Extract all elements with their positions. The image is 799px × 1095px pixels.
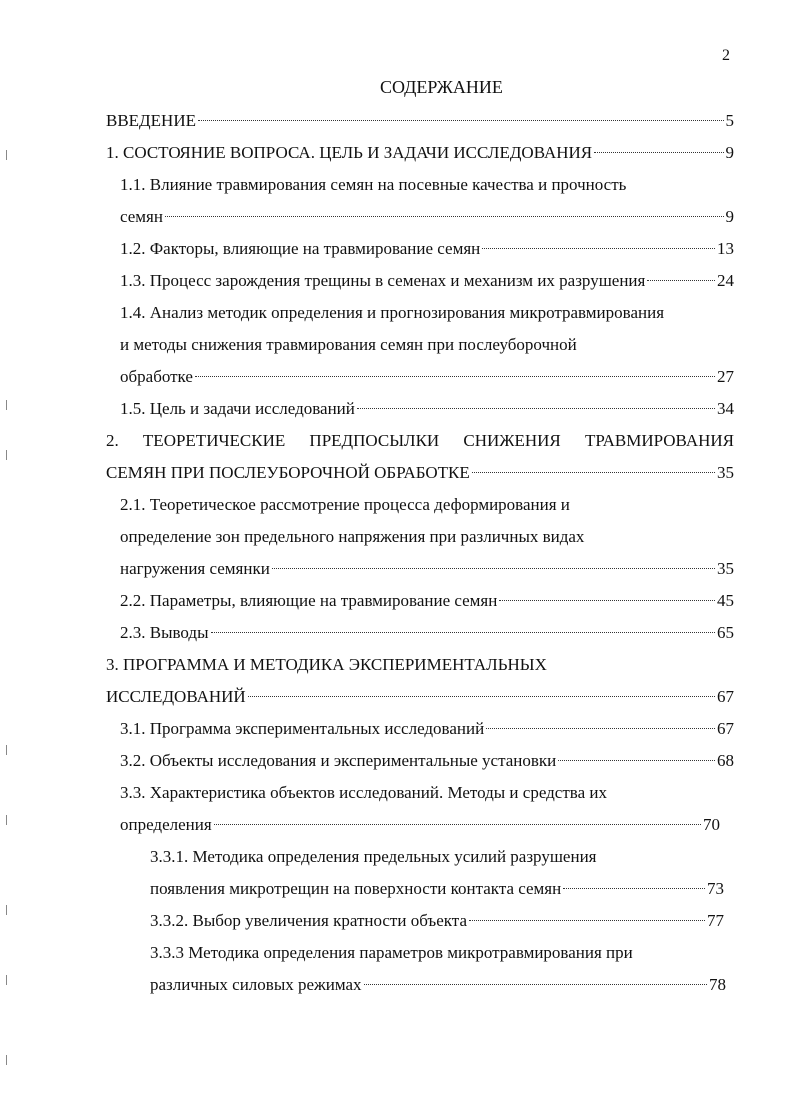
scan-mark (6, 975, 10, 985)
toc-entry-text: появления микротрещин на поверхности контакта семян (150, 879, 562, 898)
toc-entry-introduction[interactable] (106, 106, 734, 136)
toc-entry-2-2[interactable] (120, 586, 734, 616)
toc-entry-chapter-2[interactable] (106, 458, 734, 488)
scan-mark (6, 745, 10, 755)
leader-dots (647, 280, 715, 281)
page-number: 2 (722, 47, 730, 64)
toc-page-number: 67 (717, 687, 734, 706)
toc-entry-text: определения (120, 815, 212, 834)
toc-entry-text: 3.2. Объекты исследования и экспериментальные установки (120, 751, 557, 770)
toc-entry-2-3[interactable] (120, 618, 734, 648)
toc-entry-2-1-line1[interactable]: 2.1. Теоретическое рассмотрение процесса деформирования и (120, 495, 570, 514)
scan-mark (6, 450, 10, 460)
toc-entry-text: семян (120, 207, 163, 226)
toc-entry-3-1[interactable] (120, 714, 734, 744)
toc-page-number: 65 (717, 623, 734, 642)
toc-page-number: 70 (703, 815, 720, 834)
table-of-contents (0, 106, 799, 1006)
toc-entry-1-3[interactable] (120, 266, 734, 296)
toc-entry-1-4-line1[interactable]: 1.4. Анализ методик определения и прогнозирования микротравмирования (120, 303, 665, 322)
toc-entry-text: 2.2. Параметры, влияющие на травмирование семян (120, 591, 498, 610)
toc-entry-1-1-line1[interactable]: 1.1. Влияние травмирования семян на посевные качества и прочность (120, 175, 627, 194)
toc-entry-text: 1. СОСТОЯНИЕ ВОПРОСА. ЦЕЛЬ И ЗАДАЧИ ИССЛЕДОВАНИЯ (106, 143, 593, 162)
toc-page-number: 77 (707, 911, 724, 930)
toc-entry-text: 3.1. Программа экспериментальных исследований (120, 719, 485, 738)
toc-page-number: 35 (717, 559, 734, 578)
leader-dots (486, 728, 715, 729)
toc-entry-2-1-line2[interactable]: определение зон предельного напряжения при различных видах (120, 527, 585, 546)
toc-entry-3-3-3-line1[interactable]: 3.3.3 Методика определения параметров микротравмирования при (150, 943, 633, 962)
page-title: СОДЕРЖАНИЕ (380, 77, 503, 97)
toc-entry-chapter-3-line1[interactable]: 3. ПРОГРАММА И МЕТОДИКА ЭКСПЕРИМЕНТАЛЬНЫХ (106, 655, 547, 674)
toc-entry-text: СЕМЯН ПРИ ПОСЛЕУБОРОЧНОЙ ОБРАБОТКЕ (106, 463, 470, 482)
leader-dots (563, 888, 705, 889)
toc-page-number: 35 (717, 463, 734, 482)
leader-dots (198, 120, 724, 121)
toc-page-number: 34 (717, 399, 734, 418)
leader-dots (594, 152, 723, 153)
toc-page-number: 9 (725, 207, 734, 226)
toc-entry-chapter-3[interactable] (106, 682, 734, 712)
toc-entry-3-3-1[interactable] (150, 874, 724, 904)
scan-mark (6, 815, 10, 825)
toc-entry-text: нагружения семянки (120, 559, 270, 578)
leader-dots (469, 920, 705, 921)
toc-entry-1-1[interactable] (120, 202, 734, 232)
leader-dots (364, 984, 707, 985)
toc-entry-3-3-3[interactable] (150, 970, 726, 1000)
toc-page-number: 5 (725, 111, 734, 130)
toc-entry-1-4[interactable] (120, 362, 734, 392)
toc-entry-3-3-line1[interactable]: 3.3. Характеристика объектов исследований. Методы и средства их (120, 783, 607, 802)
toc-entry-2-1[interactable] (120, 554, 734, 584)
toc-entry-text: обработке (120, 367, 193, 386)
toc-page-number: 78 (709, 975, 726, 994)
toc-entry-text: различных силовых режимах (150, 975, 362, 994)
toc-entry-text: ВВЕДЕНИЕ (106, 111, 196, 130)
toc-entry-text: 1.3. Процесс зарождения трещины в семенах и механизм их разрушения (120, 271, 646, 290)
scan-mark (6, 905, 10, 915)
leader-dots (248, 696, 715, 697)
toc-entry-chapter-1[interactable] (106, 138, 734, 168)
leader-dots (165, 216, 724, 217)
scan-mark (6, 150, 10, 160)
leader-dots (211, 632, 715, 633)
toc-page-number: 73 (707, 879, 724, 898)
scan-mark (6, 400, 10, 410)
toc-entry-text: 1.5. Цель и задачи исследований (120, 399, 355, 418)
leader-dots (195, 376, 715, 377)
toc-entry-1-4-line2[interactable]: и методы снижения травмирования семян при послеуборочной (120, 335, 577, 354)
toc-page-number: 13 (717, 239, 734, 258)
toc-entry-3-2[interactable] (120, 746, 734, 776)
toc-page-number: 45 (717, 591, 734, 610)
leader-dots (214, 824, 701, 825)
toc-page-number: 68 (717, 751, 734, 770)
toc-entry-chapter-2-line1[interactable]: 2. ТЕОРЕТИЧЕСКИЕ ПРЕДПОСЫЛКИ СНИЖЕНИЯ ТРАВМИРОВАНИЯ (106, 431, 734, 450)
toc-entry-3-3-2[interactable] (150, 906, 724, 936)
leader-dots (272, 568, 715, 569)
toc-page-number: 9 (725, 143, 734, 162)
leader-dots (472, 472, 715, 473)
toc-entry-1-2[interactable] (120, 234, 734, 264)
toc-entry-3-3-1-line1[interactable]: 3.3.1. Методика определения предельных усилий разрушения (150, 847, 597, 866)
toc-entry-1-5[interactable] (120, 394, 734, 424)
leader-dots (357, 408, 715, 409)
leader-dots (499, 600, 715, 601)
scan-mark (6, 1055, 10, 1065)
leader-dots (482, 248, 715, 249)
toc-entry-text: 2.3. Выводы (120, 623, 209, 642)
toc-page-number: 27 (717, 367, 734, 386)
toc-page-number: 24 (717, 271, 734, 290)
toc-page-number: 67 (717, 719, 734, 738)
toc-entry-3-3[interactable] (120, 810, 720, 840)
toc-entry-text: 3.3.2. Выбор увеличения кратности объекта (150, 911, 467, 930)
toc-entry-text: ИССЛЕДОВАНИЙ (106, 687, 246, 706)
leader-dots (558, 760, 715, 761)
toc-entry-text: 1.2. Факторы, влияющие на травмирование семян (120, 239, 481, 258)
